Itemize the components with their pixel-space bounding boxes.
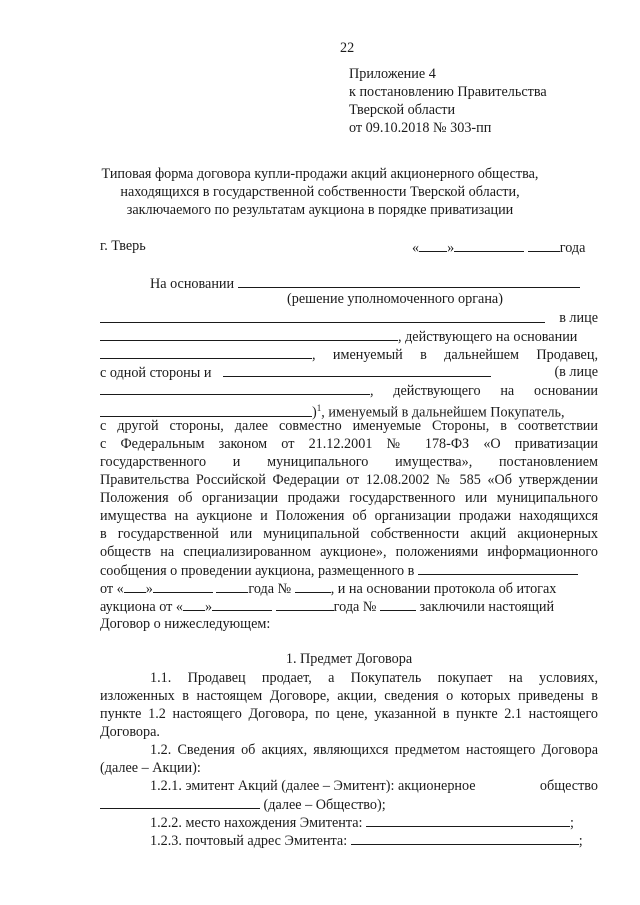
clause-1-1-line: пункте 1.2 настоящего Договора, по цене, указанной в пункте 2.1 настоящего [100, 706, 598, 722]
text: постановлением [498, 454, 598, 470]
text: дальнейшем [444, 347, 520, 363]
text-line-acting [100, 327, 598, 345]
text: в [420, 347, 427, 363]
paragraph-line [100, 453, 598, 471]
blank [153, 579, 213, 593]
text: , [370, 383, 374, 399]
clause-1-2-1-line [150, 777, 598, 795]
appendix-line-4: от 09.10.2018 № 303-пп [349, 120, 492, 136]
decision-caption: (решение уполномоченного органа) [287, 291, 503, 307]
postal-address-blank [351, 831, 579, 845]
blank [183, 597, 205, 611]
text: и [232, 454, 241, 470]
text: аукциона от « [100, 599, 184, 615]
text: 1.2.3. почтовый адрес Эмитента: [150, 833, 348, 849]
text: действующего [393, 383, 481, 399]
blank [100, 403, 312, 417]
year-label: года [559, 240, 586, 256]
blank [124, 579, 146, 593]
text: Продавец, [536, 347, 598, 363]
paragraph-line: в государственной или муниципальной собственности акций акционерных [100, 526, 598, 542]
text: муниципального [267, 454, 369, 470]
paragraph-line: с Федеральным законом от 21.12.2001 № 178-ФЗ «О приватизации [100, 436, 598, 452]
page-number: 22 [340, 40, 355, 56]
appendix-line-3: Тверской области [349, 102, 456, 118]
text: общество [539, 778, 598, 794]
text: сообщения о проведении аукциона, размещенного в [100, 563, 415, 579]
text: ; [570, 815, 574, 831]
blank [223, 363, 491, 377]
text: 1.2.1. эмитент Акций (далее – Эмитент): акционерное [150, 778, 476, 794]
text: имущества», [395, 454, 473, 470]
month-blank [454, 238, 524, 252]
decision-blank [238, 274, 580, 288]
paragraph-line: имущества на аукционе и Положения об организации продажи находящихся [100, 508, 598, 524]
paragraph-line: Договор о нижеследующем: [100, 616, 271, 632]
text: с одной стороны и [100, 365, 212, 381]
clause-1-2-1-line [100, 795, 598, 813]
text: (далее – Общество); [263, 797, 386, 813]
location-blank [366, 813, 570, 827]
date-close-quote: » [447, 240, 455, 256]
footnote-mark: 1 [316, 403, 322, 413]
appendix-line-2: к постановлению Правительства [349, 84, 547, 100]
text-line-buyer: )$^1$, именуемый в дальнейшем Покупатель, [100, 399, 598, 417]
in-person-label: в лице [559, 310, 598, 326]
section-heading: 1. Предмет Договора [285, 651, 413, 667]
basis-label: На основании [150, 276, 235, 292]
blank [295, 579, 331, 593]
text-line-in-person [100, 309, 598, 327]
blank [418, 561, 578, 575]
text: (в лице [554, 364, 598, 380]
paragraph-line: Правительства Российской Федерации от 12.08.2002 № 585 «Об утверждении [100, 472, 598, 488]
text: года № [248, 581, 292, 597]
text: , [312, 347, 316, 363]
text: государственного [100, 454, 207, 470]
text: » [145, 581, 153, 597]
day-blank [419, 238, 447, 252]
appendix-line-1: Приложение 4 [349, 66, 436, 82]
paragraph-line: Положения об организации продажи государственного или муниципального [100, 490, 598, 506]
text-line-seller [100, 345, 598, 363]
paragraph-line: с другой стороны, далее совместно именуемые Стороны, в соответствии [100, 418, 598, 434]
paragraph-line: обществ на специализированном аукционе», положениями информационного [100, 544, 598, 560]
blank [100, 309, 545, 323]
text: 1.2.2. место нахождения Эмитента: [150, 815, 363, 831]
year-blank [528, 238, 560, 252]
blank [100, 327, 398, 341]
paragraph-line [100, 597, 598, 615]
company-name-blank [100, 795, 260, 809]
clause-1-1-line: Договора. [100, 724, 160, 740]
title-line-3: заключаемого по результатам аукциона в порядке приватизации [126, 202, 514, 218]
clause-1-2-2-line [150, 813, 598, 831]
date-field [412, 238, 585, 257]
text-line-acting-2 [100, 381, 598, 399]
clause-1-2-line: (далее – Акции): [100, 760, 201, 776]
title-line-2: находящихся в государственной собственности Тверской области, [120, 184, 520, 200]
text: » [205, 599, 213, 615]
clause-1-1-line: 1.1. Продавец продает, а Покупатель покупает на условиях, [150, 670, 598, 686]
blank [100, 381, 370, 395]
text: , именуемый в дальнейшем Покупатель, [321, 404, 565, 421]
text: основании [533, 383, 599, 399]
city-label: г. Тверь [100, 238, 146, 254]
title-line-1: Типовая форма договора купли-продажи акций акционерного общества, [101, 166, 539, 182]
paragraph-line [100, 579, 598, 597]
clause-1-1-line: изложенных в настоящем Договоре, акции, сведения о которых приведены в [100, 688, 598, 704]
paragraph-line [100, 561, 598, 579]
date-open-quote: « [412, 240, 420, 256]
blank [100, 345, 312, 359]
blank [216, 579, 248, 593]
text: ; [578, 833, 583, 849]
blank [380, 597, 416, 611]
blank [276, 597, 334, 611]
clause-1-2-3-line [150, 831, 598, 849]
text: именуемый [332, 347, 403, 363]
text: на [500, 383, 515, 399]
clause-1-2-line: 1.2. Сведения об акциях, являющихся предметом настоящего Договора [150, 742, 598, 758]
acting-label: , действующего на основании [398, 329, 578, 345]
text: от « [100, 581, 124, 597]
text: , и на основании протокола об итогах [330, 581, 557, 597]
text: года № [333, 599, 377, 615]
blank [212, 597, 272, 611]
text: заключили настоящий [419, 599, 555, 615]
text-line-one-side [100, 363, 598, 381]
